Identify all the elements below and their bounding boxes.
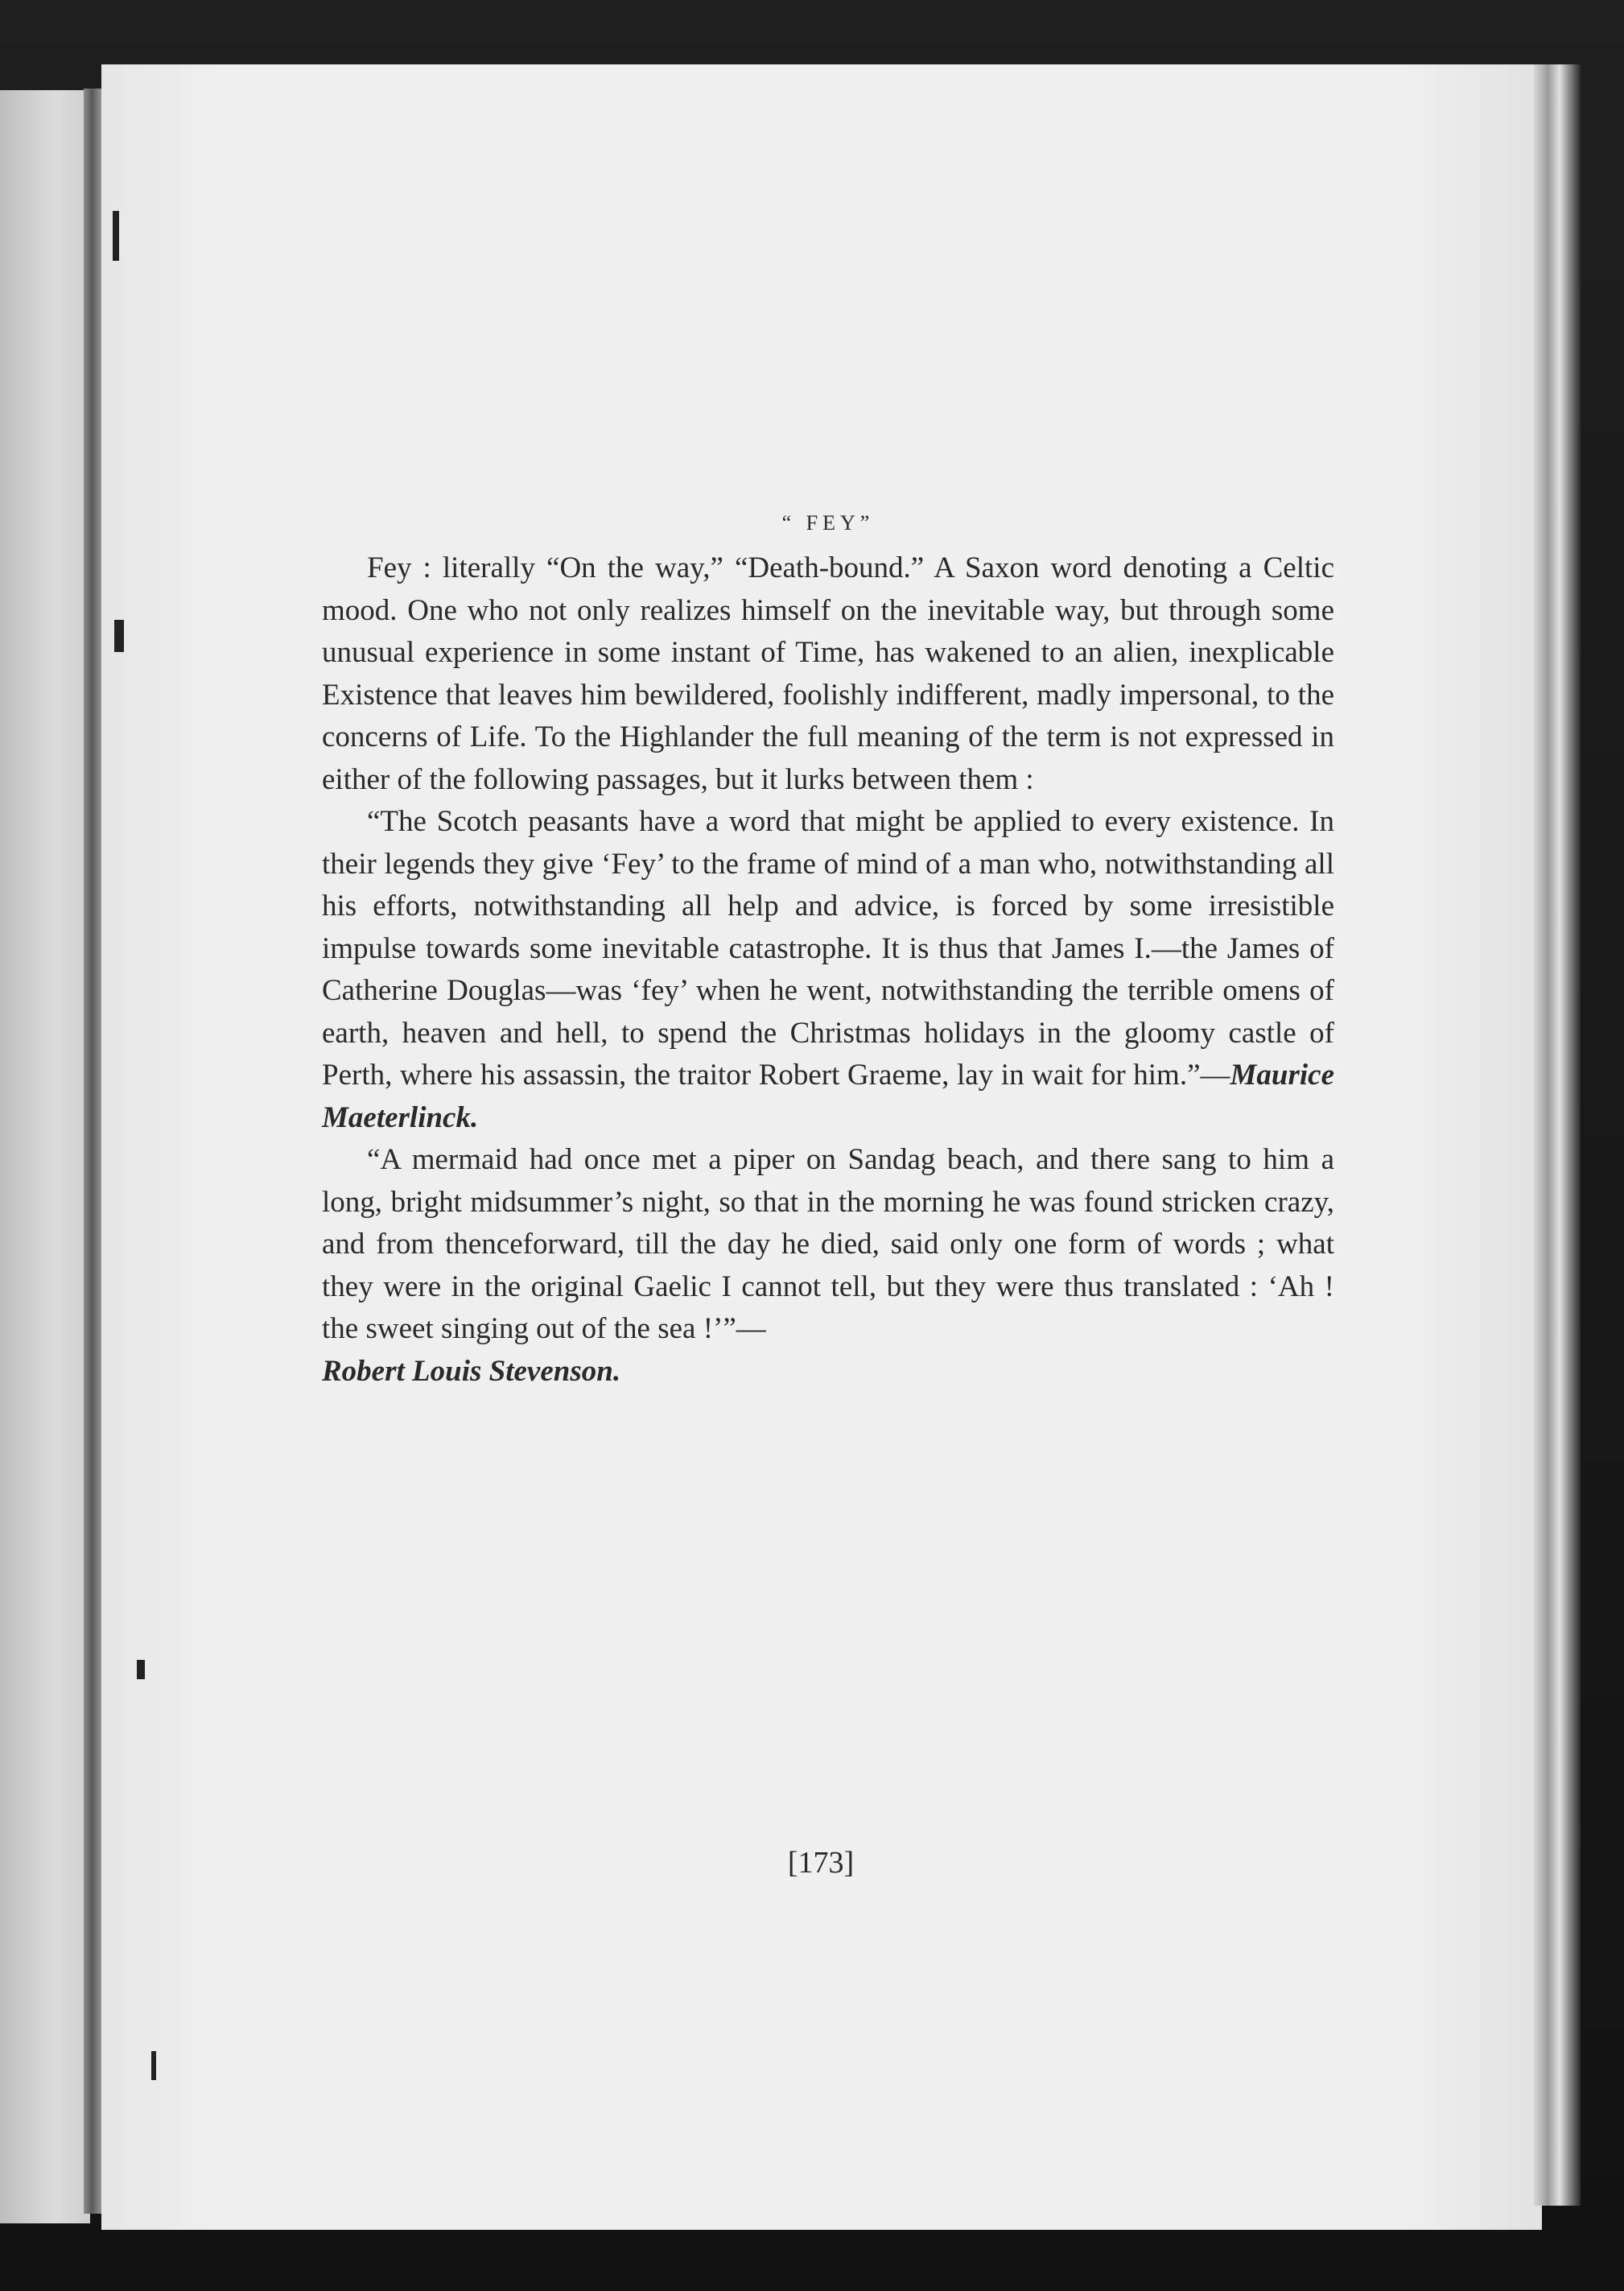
quote-attribution: Maurice Maeterlinck. <box>322 1059 1334 1134</box>
page-number: [173] <box>787 1846 855 1880</box>
page-stack-edge <box>1534 64 1581 2206</box>
facing-page-edge <box>0 90 90 2223</box>
page-text-block <box>322 507 1334 1393</box>
paragraph-definition <box>322 547 1334 801</box>
paragraph-maeterlinck-quote <box>322 801 1334 1139</box>
quote-text: “The Scotch peasants have a word that might be applied to every existence. In their legends they give ‘Fey’ to the frame of mind of a man who, notwithstanding all his efforts, notwithstanding all help and advice, is forced by some irresistible impulse towards some inevitable catastrophe. It is thus that James I.—the James of Catherine Douglas—was ‘fey’ when he went, notwithstanding the terrible omens of earth, heaven and hell, to spend the Christmas holidays in the gloomy castle of Perth, where his assassin, the traitor Robert Graeme, lay in wait for him.”— <box>322 805 1334 1092</box>
binding-mark <box>137 1660 145 1679</box>
binding-mark <box>114 620 124 652</box>
binding-mark <box>151 2051 156 2080</box>
quote-attribution: Robert Louis Stevenson. <box>322 1354 621 1388</box>
paragraph-stevenson-quote <box>322 1139 1334 1393</box>
page-heading: “ FEY” <box>781 511 875 535</box>
binding-mark <box>113 211 119 261</box>
paragraph-text: Fey : literally “On the way,” “Death-bound.” A Saxon word denoting a Celtic mood. One who not only realizes himself on the inevitable way, but through some unusual experience in some instant of Time, has wakened to an alien, inexplicable Existence that leaves him bewildered, foolishly indifferent, madly impersonal, to the concerns of Life. To the Highlander the full meaning of the term is not expressed in either of the following passages, but it lurks between them : <box>322 551 1334 796</box>
quote-text: “A mermaid had once met a piper on Sandag beach, and there sang to him a long, bright midsummer’s night, so that in the morning he was found stricken crazy, and from thenceforward, till the day he died, said only one form of words ; what they were in the original Gaelic I cannot tell, but they were thus translated : ‘Ah ! the sweet singing out of the sea !’”— <box>322 1143 1334 1345</box>
